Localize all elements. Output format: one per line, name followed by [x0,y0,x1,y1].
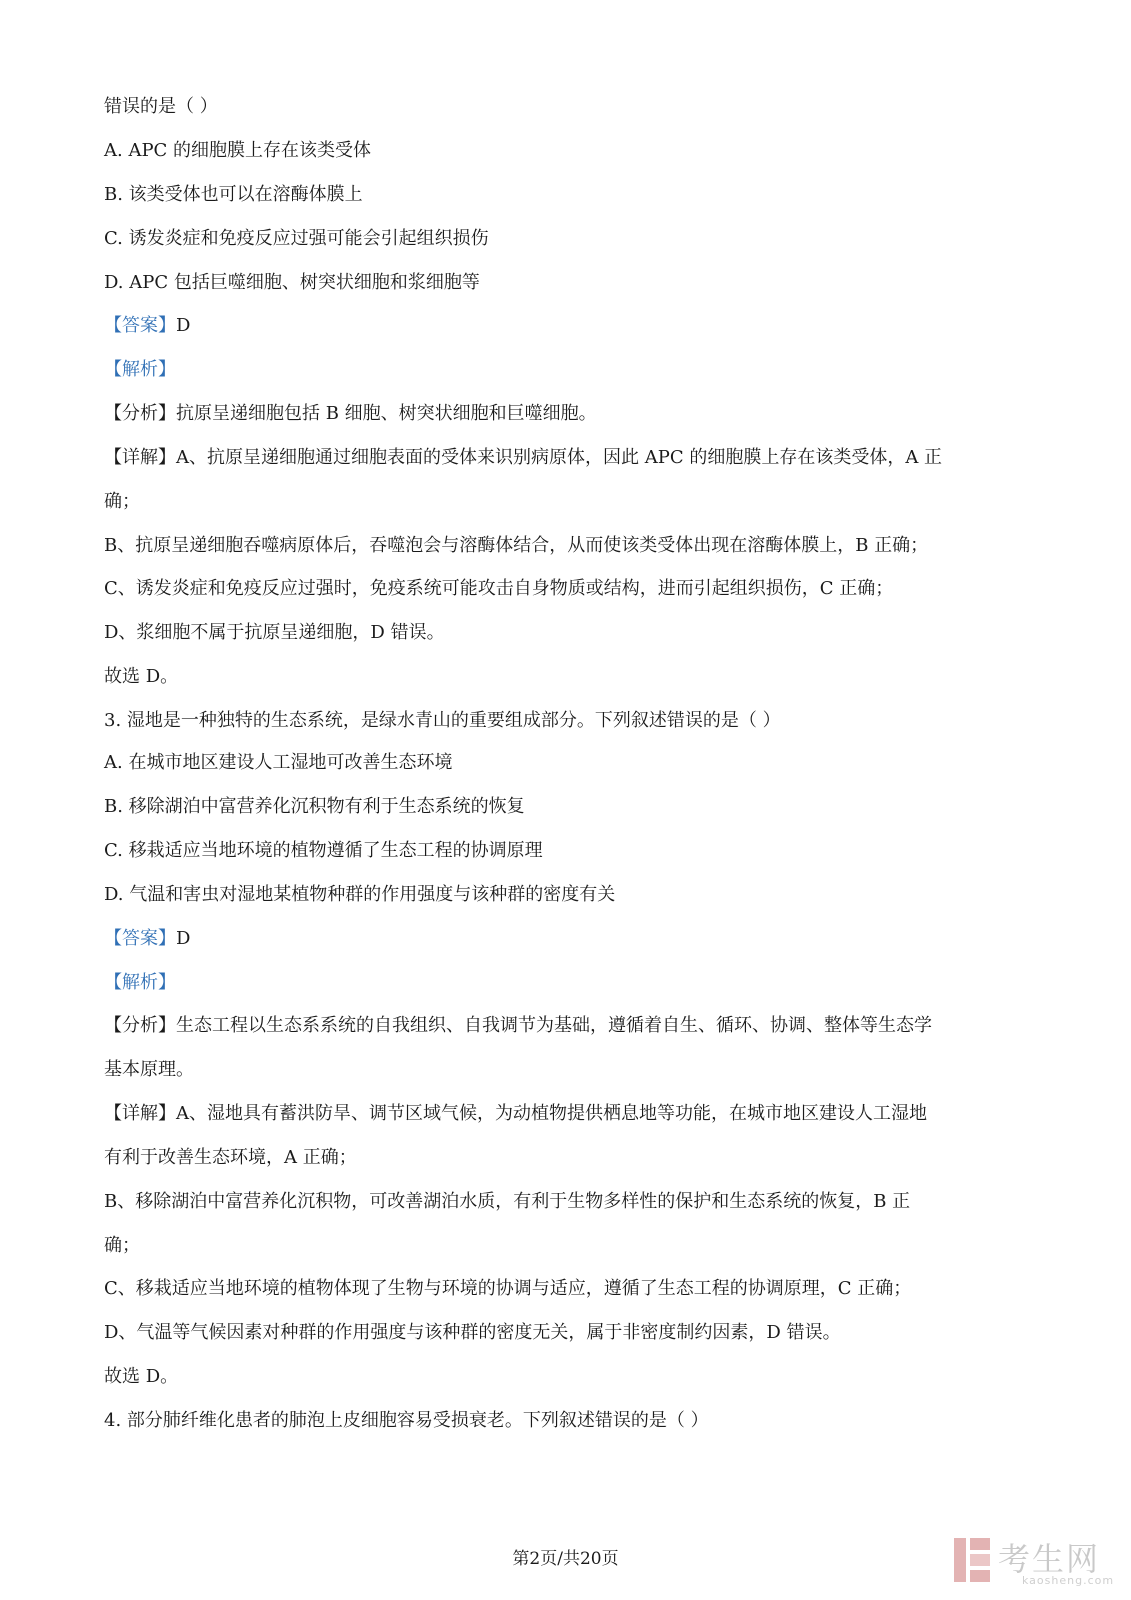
option-d: D. 气温和害虫对湿地某植物种群的作用强度与该种群的密度有关 [104,884,616,905]
detail-line: 有利于改善生态环境，A 正确； [104,1147,357,1168]
question-2-tail: 错误的是（ ） [104,96,218,117]
answer-value: D [176,315,191,336]
answer-line [104,926,190,952]
answer-label: 【答案】 [104,315,176,336]
detail-line: C、诱发炎症和免疫反应过强时，免疫系统可能攻击自身物质或结构，进而引起组织损伤，C 正确； [104,578,894,599]
answer-line [104,313,190,339]
detail-line: D、气温等气候因素对种群的作用强度与该种群的密度无关，属于非密度制约因素，D 错误。 [104,1322,841,1343]
analysis-summary: 【分析】生态工程以生态系系统的自我组织、自我调节为基础，遵循着自生、循环、协调、整体等生态学 [104,1015,932,1036]
watermark-site: kaosheng.com [1022,1574,1115,1587]
detail-line: 确； [104,1235,140,1256]
analysis-label: 【解析】 [104,972,176,993]
page-number: 第2页/共20页 [512,1549,619,1569]
option-d: D. APC 包括巨噬细胞、树突状细胞和浆细胞等 [104,272,480,293]
analysis-summary: 基本原理。 [104,1059,194,1080]
analysis-heading [104,970,176,996]
detail-line: 【详解】A、湿地具有蓄洪防旱、调节区域气候，为动植物提供栖息地等功能，在城市地区建设人工湿地 [104,1103,927,1124]
conclusion-line: 故选 D。 [104,666,179,687]
answer-value: D [176,928,191,949]
question-3-stem: 3. 湿地是一种独特的生态系统，是绿水青山的重要组成部分。下列叙述错误的是（ ） [104,710,781,731]
option-c: C. 移栽适应当地环境的植物遵循了生态工程的协调原理 [104,840,543,861]
option-c: C. 诱发炎症和免疫反应过强可能会引起组织损伤 [104,228,489,249]
detail-line: C、移栽适应当地环境的植物体现了生物与环境的协调与适应，遵循了生态工程的协调原理，C 正确； [104,1278,912,1299]
detail-line: B、移除湖泊中富营养化沉积物，可改善湖泊水质，有利于生物多样性的保护和生态系统的恢复，B 正 [104,1191,911,1212]
option-b: B. 该类受体也可以在溶酶体膜上 [104,184,363,205]
watermark-logo [952,1530,1122,1594]
option-a: A. 在城市地区建设人工湿地可改善生态环境 [104,752,453,773]
answer-label: 【答案】 [104,928,176,949]
analysis-label: 【解析】 [104,359,176,380]
question-4-stem: 4. 部分肺纤维化患者的肺泡上皮细胞容易受损衰老。下列叙述错误的是（ ） [104,1410,709,1431]
option-b: B. 移除湖泊中富营养化沉积物有利于生态系统的恢复 [104,796,525,817]
analysis-summary: 【分析】抗原呈递细胞包括 B 细胞、树突状细胞和巨噬细胞。 [104,403,597,424]
analysis-heading [104,357,176,383]
watermark-brand: 考生网 [998,1540,1101,1578]
conclusion-line: 故选 D。 [104,1366,179,1387]
detail-line: D、浆细胞不属于抗原呈递细胞，D 错误。 [104,622,445,643]
watermark-icon [952,1536,992,1584]
detail-line: 确； [104,491,140,512]
detail-line: 【详解】A、抗原呈递细胞通过细胞表面的受体来识别病原体，因此 APC 的细胞膜上存在该类受体，A 正 [104,447,943,468]
option-a: A. APC 的细胞膜上存在该类受体 [104,140,372,161]
detail-line: B、抗原呈递细胞吞噬病原体后，吞噬泡会与溶酶体结合，从而使该类受体出现在溶酶体膜上，B 正确； [104,535,929,556]
